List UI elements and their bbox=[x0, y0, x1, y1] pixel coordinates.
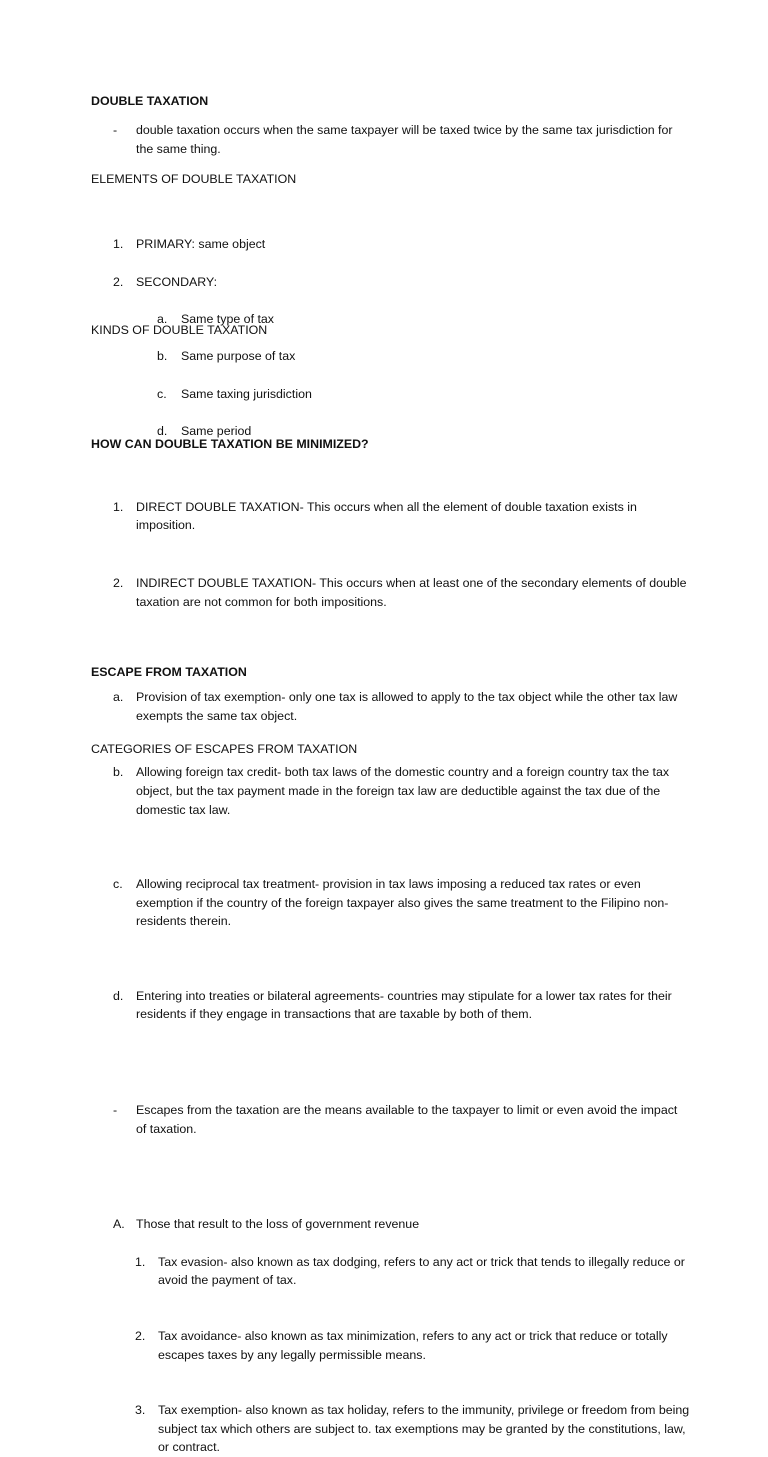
list-text: Allowing reciprocal tax treatment- provision in tax laws imposing a reduced tax rates or even exemption if the country of the foreign taxpayer also gives the same treatment to the Filipino non-residents therein. bbox=[136, 877, 669, 929]
list-text: Those that result to the loss of government revenue bbox=[136, 1217, 420, 1232]
list-text: Same type of tax bbox=[181, 312, 274, 327]
list-item bbox=[91, 1101, 691, 1138]
list-marker: c. bbox=[113, 877, 123, 892]
list-marker: 3. bbox=[135, 1403, 146, 1418]
list-text: Allowing foreign tax credit- both tax laws of the domestic country and a foreign country tax the tax object, but the tax payment made in the foreign tax law are deductible against the tax due of the domestic tax law. bbox=[136, 765, 670, 817]
list-marker: b. bbox=[157, 348, 168, 363]
list-marker: c. bbox=[157, 386, 167, 401]
list-item bbox=[91, 574, 691, 611]
document-page bbox=[91, 92, 691, 1455]
list-item bbox=[91, 987, 691, 1024]
list-text: PRIMARY: same object bbox=[136, 237, 266, 252]
list-marker: 1. bbox=[135, 1254, 146, 1269]
list-text: Same period bbox=[181, 424, 252, 439]
list-text: Provision of tax exemption- only one tax is allowed to apply to the tax object while the other tax law exempts the same tax object. bbox=[136, 690, 678, 723]
list-item bbox=[91, 385, 691, 404]
list-item bbox=[91, 273, 691, 292]
list-text: SECONDARY: bbox=[136, 274, 218, 289]
list-item bbox=[91, 1401, 691, 1457]
list-marker: 1. bbox=[113, 237, 124, 252]
list-text: Tax evasion- also known as tax dodging, refers to any act or trick that tends to illegally reduce or avoid the payment of tax. bbox=[158, 1254, 685, 1288]
list-marker: d. bbox=[157, 424, 168, 439]
list-marker: a. bbox=[113, 690, 124, 705]
list-item bbox=[91, 763, 691, 819]
list-marker: d. bbox=[113, 988, 124, 1003]
list-item bbox=[91, 1327, 691, 1364]
list-marker: a. bbox=[157, 312, 168, 327]
list-marker: 2. bbox=[113, 575, 124, 590]
heading-double-taxation: DOUBLE TAXATION bbox=[91, 94, 209, 108]
list-item bbox=[91, 1253, 691, 1290]
list-marker: - bbox=[113, 1103, 118, 1118]
list-text: Tax avoidance- also known as tax minimization, refers to any act or trick that reduce or totally escapes taxes by any legally permissible means. bbox=[158, 1329, 668, 1362]
list-text: Same purpose of tax bbox=[181, 348, 296, 363]
list-text: Same taxing jurisdiction bbox=[181, 386, 312, 401]
list-item bbox=[91, 498, 691, 535]
list-item bbox=[91, 1215, 691, 1234]
list-text: Escapes from the taxation are the means available to the taxpayer to limit or even avoid the impact of taxation. bbox=[136, 1103, 678, 1136]
list-marker: 2. bbox=[135, 1329, 146, 1344]
list-marker: A. bbox=[113, 1217, 125, 1232]
list-item bbox=[91, 688, 691, 725]
list-item bbox=[91, 875, 691, 931]
list-marker: - bbox=[113, 123, 118, 137]
heading-escape: ESCAPE FROM TAXATION bbox=[91, 665, 247, 679]
list-marker: b. bbox=[113, 765, 124, 780]
heading-categories: CATEGORIES OF ESCAPES FROM TAXATION bbox=[91, 742, 358, 756]
heading-kinds: KINDS OF DOUBLE TAXATION bbox=[91, 323, 268, 337]
heading-elements: ELEMENTS OF DOUBLE TAXATION bbox=[91, 172, 297, 186]
list-text: double taxation occurs when the same taxpayer will be taxed twice by the same tax jurisdiction for the same thing. bbox=[136, 123, 673, 156]
list-text: Tax exemption- also known as tax holiday, refers to the immunity, privilege or freedom from being subject tax which others are subject to. tax exemptions may be granted by the constitutions, law, or contract. bbox=[158, 1403, 690, 1455]
list-text: Entering into treaties or bilateral agreements- countries may stipulate for a lower tax rates for their residents if they engage in transactions that are taxable by both of them. bbox=[136, 988, 672, 1022]
list-marker: 1. bbox=[113, 499, 124, 514]
list-marker: 2. bbox=[113, 274, 124, 289]
list-item bbox=[91, 121, 691, 158]
list-item bbox=[91, 347, 691, 366]
list-item bbox=[91, 235, 691, 254]
heading-minimized: HOW CAN DOUBLE TAXATION BE MINIMIZED? bbox=[91, 437, 369, 451]
list-text: INDIRECT DOUBLE TAXATION- This occurs when at least one of the secondary elements of double taxation are not common for both impositions. bbox=[136, 575, 687, 609]
list-text: DIRECT DOUBLE TAXATION- This occurs when all the element of double taxation exists in imposition. bbox=[136, 499, 637, 533]
